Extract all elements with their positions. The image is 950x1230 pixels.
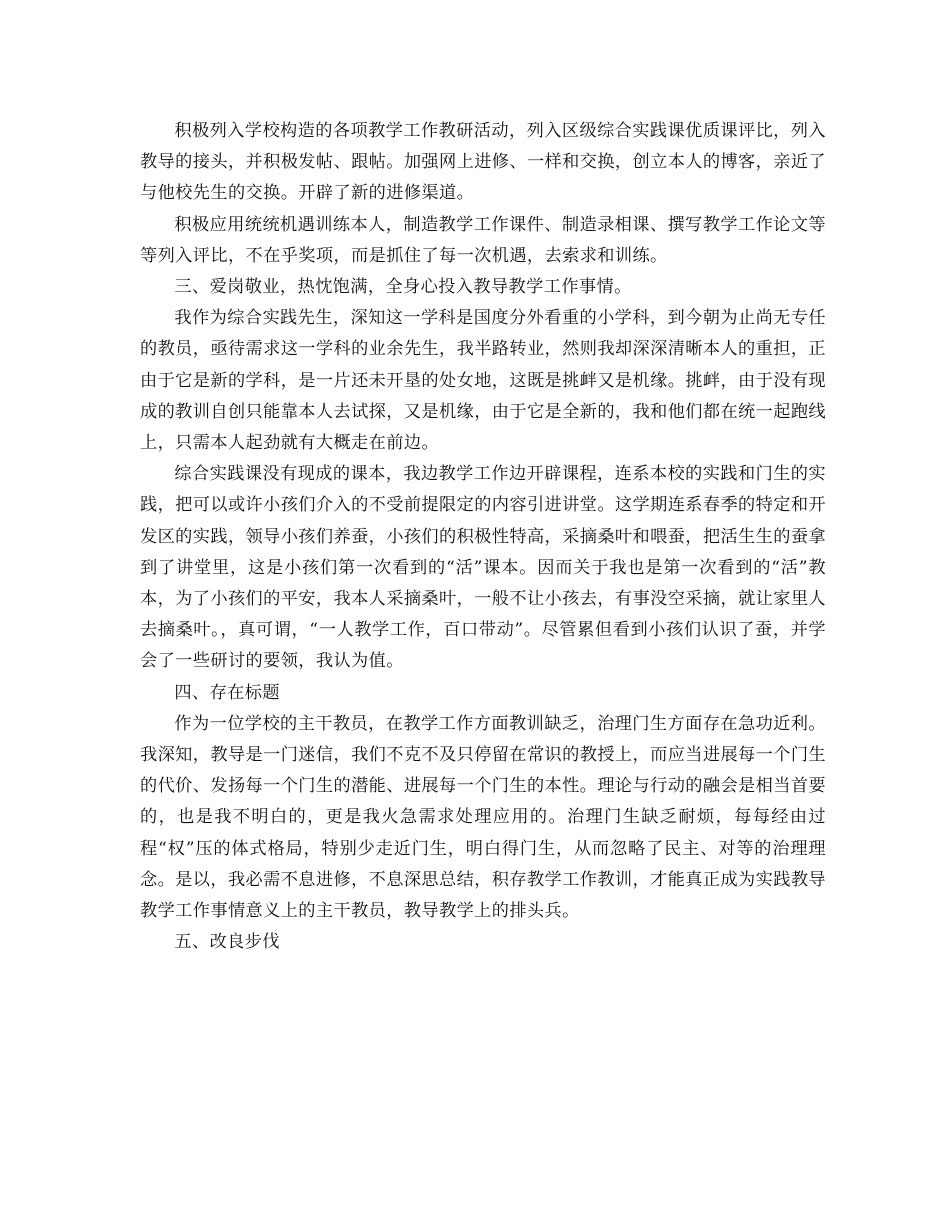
paragraph-problems: 作为一位学校的主干教员，在教学工作方面教训缺乏，治理门生方面存在急功近利。我深知，教导是一门迷信，我们不克不及只停留在常识的教授上，而应当进展每一个门生的代价、发扬每一个门生的潜能、进展每一个门生的本性。理论与行动的融会是相当首要的，也是我不明白的，更是我火急需求处理应用的。治理门生缺乏耐烦，每每经由过程“权”压的体式格局，特别少走近门生，明白得门生，从而忽略了民主、对等的治理理念。是以，我必需不息进修，不息深思总结，积存教学工作教训，才能真正成为实践教导教学工作事情意义上的主干教员，教导教学上的排头兵。: [140, 713, 826, 922]
paragraph-training-opportunities: 积极应用统统机遇训练本人，制造教学工作课件、制造录相课、撰写教学工作论文等等列入评比，不在乎奖项，而是抓住了每一次机遇，去索求和训练。: [140, 214, 826, 266]
document-body: [140, 116, 826, 958]
section-heading-problems: 四、存在标题: [174, 682, 280, 703]
section-heading-improvements: 五、改良步伐: [174, 932, 280, 953]
paragraph-research-activities: 积极列入学校构造的各项教学工作教研活动，列入区级综合实践课优质课评比，列入教导的接头，并积极发帖、跟帖。加强网上进修、一样和交换，创立本人的博客，亲近了与他校先生的交换。开辟了新的进修渠道。: [140, 121, 826, 204]
paragraph-silkworm-course: 综合实践课没有现成的课本，我边教学工作边开辟课程，连系本校的实践和门生的实践，把可以或许小孩们介入的不受前提限定的内容引进讲堂。这学期连系春季的特定和开发区的实践，领导小孩们养蚕，小孩们的积极性特高，采摘桑叶和喂蚕，把活生生的蚕拿到了讲堂里，这是小孩们第一次看到的“活”课本。因而关于我也是第一次看到的“活”教本，为了小孩们的平安，我本人采摘桑叶，一般不让小孩去，有事没空采摘，就让家里人去摘桑叶。，真可谓，“一人教学工作，百口带动”。尽管累但看到小孩们认识了蚕，并学会了一些研讨的要领，我认为值。: [140, 464, 826, 672]
paragraph-practice-teacher: 我作为综合实践先生，深知这一学科是国度分外看重的小学科，到今朝为止尚无专任的教员，亟待需求这一学科的业余先生，我半路转业，然则我却深深清晰本人的重担，正由于它是新的学科，是一片还未开垦的处女地，这既是挑衅又是机缘。挑衅，由于没有现成的教训自创只能靠本人去试探，又是机缘，由于它是全新的，我和他们都在统一起跑线上，只需本人起劲就有大概走在前边。: [140, 308, 826, 454]
section-heading-dedication: 三、爱岗敬业，热忱饱满，全身心投入教导教学工作事情。: [174, 277, 632, 298]
